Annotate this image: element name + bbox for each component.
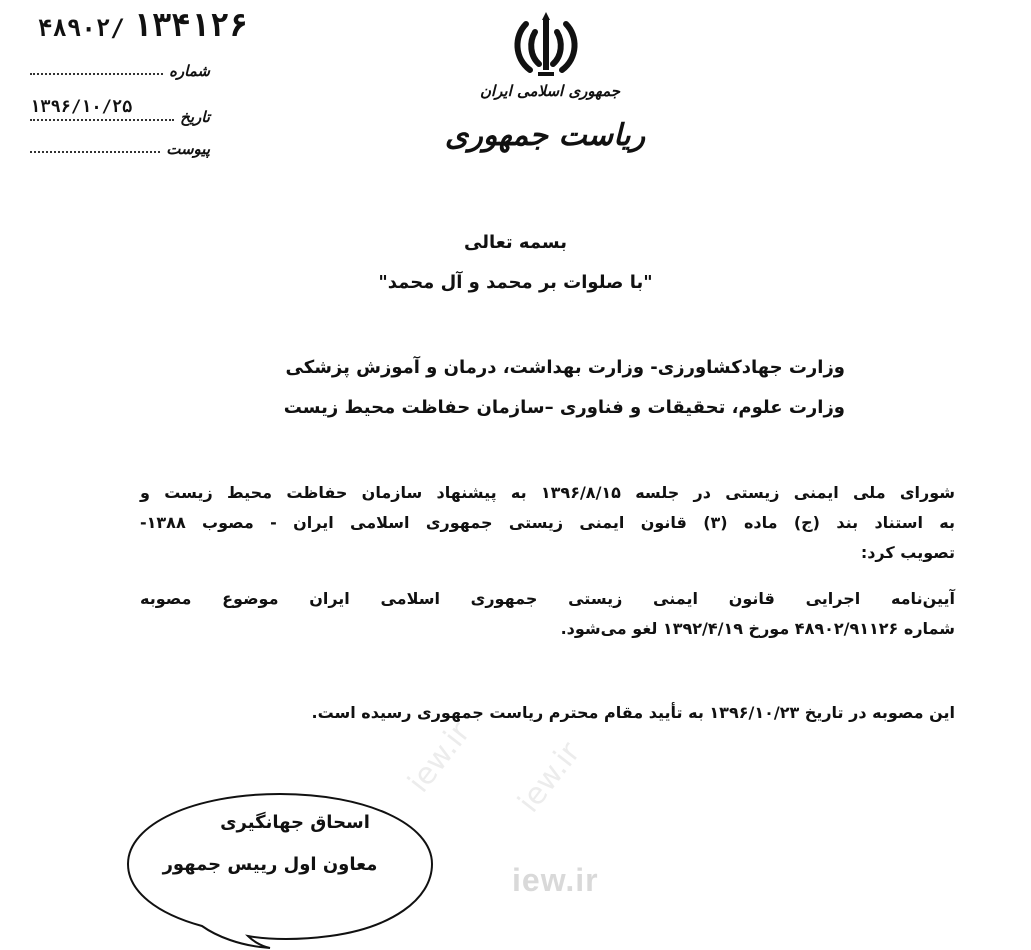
date-value: ۱۳۹۶/۱۰/۲۵ (30, 97, 133, 117)
basmala-heading: بسمه تعالی (464, 232, 567, 253)
number-field (30, 52, 210, 80)
attachment-field (30, 130, 210, 158)
registration-number-prefix: ۴۸۹۰۲/ (38, 14, 125, 42)
signatory-name: اسحاق جهانگیری (220, 812, 370, 833)
date-dotted-line (30, 99, 174, 121)
body-paragraph-3 (140, 698, 955, 728)
iran-emblem-icon (508, 8, 584, 80)
paragraph-line: به استناد بند (ج) ماده (۳) قانون ایمنی زیستی جمهوری اسلامی ایران - مصوب ۱۳۸۸- (140, 513, 955, 532)
paragraph-line: تصویب کرد: (860, 543, 955, 562)
signatory-title: معاون اول رییس جمهور (162, 854, 378, 875)
addressee-line-2: وزارت علوم، تحقیقات و فناوری –سازمان حفاظت محیط زیست (283, 397, 845, 418)
office-name: ریاست جمهوری (444, 118, 646, 153)
registration-number-main: ۱۳۴۱۲۶ (132, 6, 249, 44)
paragraph-line: آیین‌نامه اجرایی قانون ایمنی زیستی جمهوری اسلامی ایران موضوع مصوبه (140, 589, 955, 608)
body-paragraph-2 (140, 584, 955, 644)
watermark-text: iew.ir (401, 715, 478, 800)
date-label: تاریخ (180, 108, 210, 126)
attachment-dotted-line (30, 131, 160, 153)
country-name: جمهوری اسلامی ایران (479, 82, 621, 100)
body-paragraph-1 (140, 478, 955, 568)
paragraph-line: این مصوبه در تاریخ ۱۳۹۶/۱۰/۲۳ به تأیید مقام محترم ریاست جمهوری رسیده است. (311, 703, 955, 722)
number-dotted-line (30, 53, 163, 75)
site-watermark: iew.ir (512, 862, 599, 898)
addressee-line-1: وزارت جهادکشاورزی- وزارت بهداشت، درمان و آموزش پزشکی (285, 357, 845, 378)
date-field (30, 98, 210, 126)
paragraph-line: شورای ملی ایمنی زیستی در جلسه ۱۳۹۶/۸/۱۵ به پیشنهاد سازمان حفاظت محیط زیست و (140, 483, 956, 502)
paragraph-line: شماره ۴۸۹۰۲/۹۱۱۲۶ مورخ ۱۳۹۲/۴/۱۹ لغو می‌شود. (560, 619, 955, 638)
number-label: شماره (169, 62, 210, 80)
registration-number (38, 6, 248, 44)
salavat-heading: "با صلوات بر محمد و آل محمد" (378, 272, 653, 293)
watermark-text: iew.ir (511, 735, 588, 820)
attachment-label: پیوست (166, 140, 210, 158)
